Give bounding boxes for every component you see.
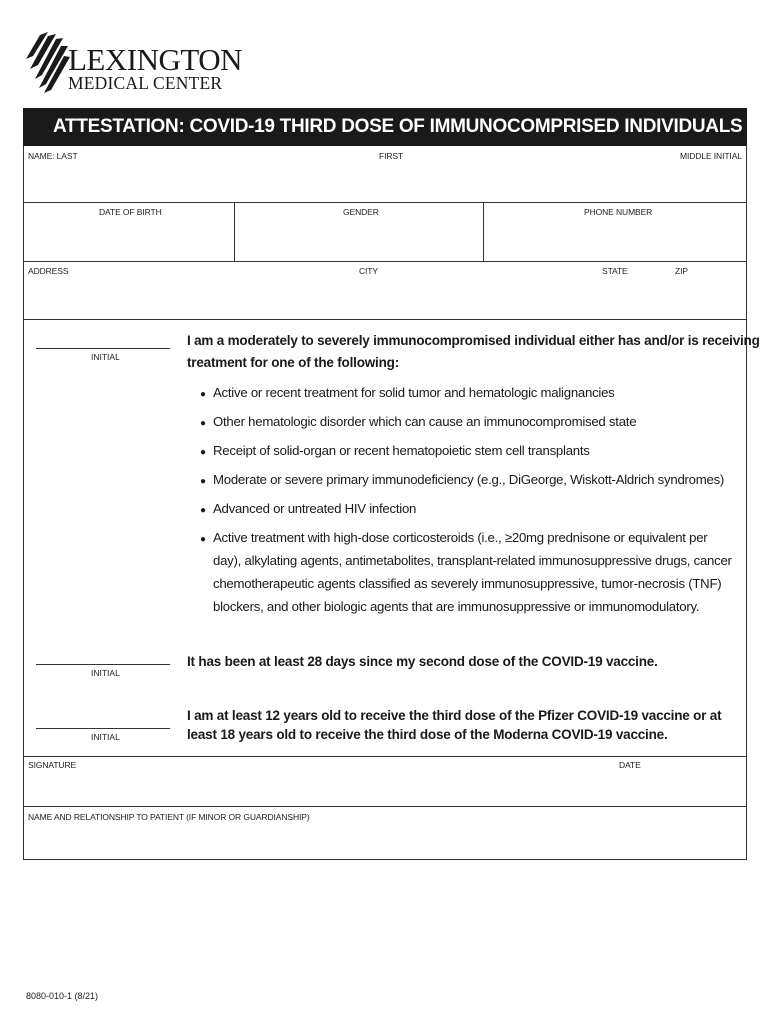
middle-initial-field[interactable]: MIDDLE INITIAL <box>680 151 742 161</box>
bullet-dot-icon: ● <box>200 447 206 458</box>
bullet-6-continued-line-3: blockers, and other biologic agents that are immunosuppressive or immunomodulatory. <box>213 599 700 614</box>
logo-text-lexington: LEXINGTON <box>68 42 243 77</box>
bullet-item: ● Active or recent treatment for solid tumor and hematologic malignancies <box>200 381 615 407</box>
bullet-dot-icon: ● <box>200 505 206 516</box>
logo-text-medical-center: MEDICAL CENTER <box>68 73 223 93</box>
initial-line-1[interactable] <box>36 348 170 349</box>
statement-3-line-1: I am at least 12 years old to receive the third dose of the Pfizer COVID-19 vaccine or at <box>187 708 722 723</box>
col-divider-gender <box>483 202 484 261</box>
bullet-dot-icon: ● <box>200 534 206 545</box>
gender-field[interactable]: GENDER <box>343 207 379 217</box>
initial-label-2: INITIAL <box>91 668 120 678</box>
date-of-birth-field[interactable]: DATE OF BIRTH <box>99 207 162 217</box>
bullet-item: ● Receipt of solid-organ or recent hematopoietic stem cell transplants <box>200 439 590 465</box>
form-number: 8080-010-1 (8/21) <box>26 991 99 1001</box>
statement-2: It has been at least 28 days since my second dose of the COVID-19 vaccine. <box>187 654 658 669</box>
bullet-item: ● Other hematologic disorder which can cause an immunocompromised state <box>200 410 636 436</box>
bullet-dot-icon: ● <box>200 476 206 487</box>
initial-line-3[interactable] <box>36 728 170 729</box>
bullet-6-continued-line-2: chemotherapeutic agents classified as severely immunosuppressive, tumor-necrosis (TNF) <box>213 576 722 591</box>
relationship-field[interactable]: NAME AND RELATIONSHIP TO PATIENT (IF MINOR OR GUARDIANSHIP) <box>28 812 310 822</box>
bullet-item: ● Moderate or severe primary immunodeficiency (e.g., DiGeorge, Wiskott-Aldrich syndromes) <box>200 468 724 494</box>
row-divider-4 <box>23 756 747 757</box>
form-title: ATTESTATION: COVID-19 THIRD DOSE OF IMMUNOCOMPRISED INDIVIDUALS <box>23 108 747 146</box>
row-divider-2 <box>23 261 747 262</box>
bullet-item: ● Advanced or untreated HIV infection <box>200 497 416 523</box>
row-divider-1 <box>23 202 747 203</box>
bullet-dot-icon: ● <box>200 418 206 429</box>
date-field[interactable]: DATE <box>619 760 641 770</box>
name-last-field[interactable]: NAME: LAST <box>28 151 78 161</box>
bullet-dot-icon: ● <box>200 389 206 400</box>
initial-label-1: INITIAL <box>91 352 120 362</box>
initial-line-2[interactable] <box>36 664 170 665</box>
city-field[interactable]: CITY <box>359 266 378 276</box>
statement-1-line-1: I am a moderately to severely immunocompromised individual either has and/or is receiving <box>187 333 760 348</box>
statement-1-line-2: treatment for one of the following: <box>187 355 399 370</box>
bullet-item: ● Active treatment with high-dose corticosteroids (i.e., ≥20mg prednisone or equivalent per <box>200 526 707 552</box>
signature-field[interactable]: SIGNATURE <box>28 760 77 770</box>
row-divider-5 <box>23 806 747 807</box>
state-field[interactable]: STATE <box>602 266 628 276</box>
zip-field[interactable]: ZIP <box>675 266 688 276</box>
phone-number-field[interactable]: PHONE NUMBER <box>584 207 653 217</box>
address-field[interactable]: ADDRESS <box>28 266 69 276</box>
col-divider-dob <box>234 202 235 261</box>
first-name-field[interactable]: FIRST <box>379 151 404 161</box>
row-divider-3 <box>23 319 747 320</box>
statement-3-line-2: least 18 years old to receive the third dose of the Moderna COVID-19 vaccine. <box>187 727 668 742</box>
initial-label-3: INITIAL <box>91 732 120 742</box>
bullet-6-continued-line-1: day), alkylating agents, antimetabolites, transplant-related immunosuppressive drugs, cancer <box>213 553 732 568</box>
